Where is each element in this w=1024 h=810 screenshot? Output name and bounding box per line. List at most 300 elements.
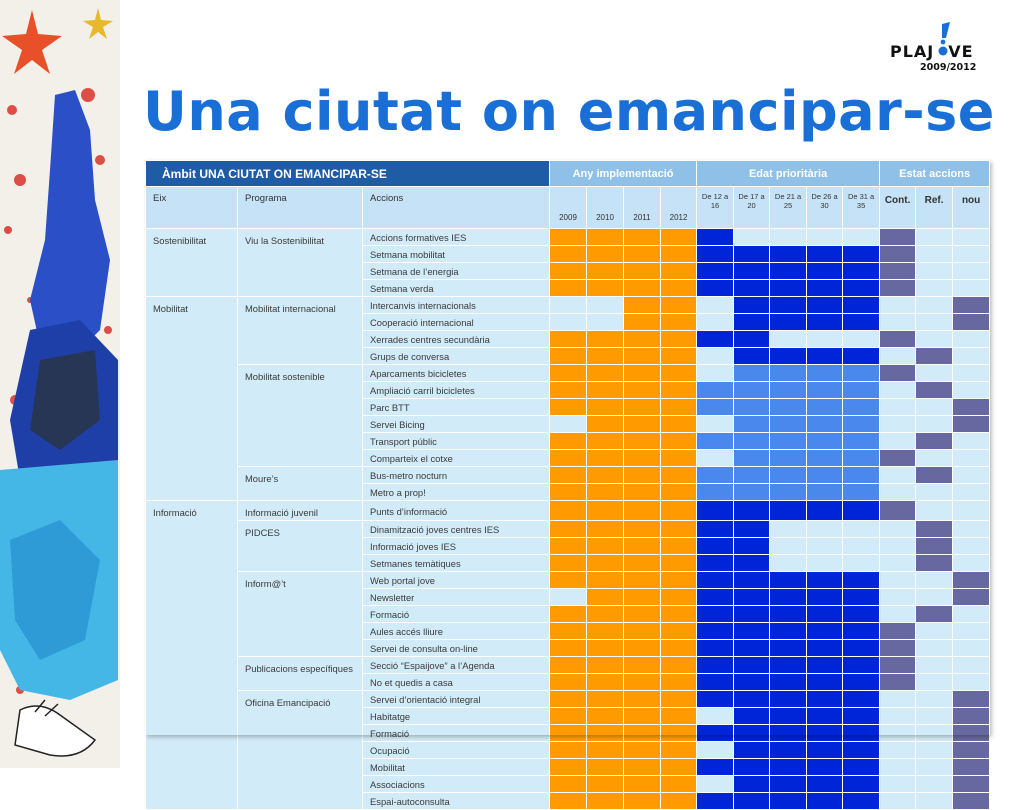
status-cell [624,229,661,246]
status-cell [697,555,734,572]
edat-prioritaria-header: Edat prioritària [697,161,880,187]
status-cell [587,467,624,484]
status-cell [953,776,990,793]
status-cell [550,246,587,263]
status-cell [661,657,697,674]
status-cell [843,657,880,674]
status-cell [697,657,734,674]
status-cell [916,331,953,348]
status-cell [734,467,770,484]
programa-cell: Mobilitat internacional [238,297,363,365]
status-cell [807,776,843,793]
eix-cell: Sostenibilitat [146,229,238,297]
status-cell [661,467,697,484]
status-cell [587,331,624,348]
status-cell [953,280,990,297]
status-cell [880,759,916,776]
status-cell [843,555,880,572]
status-cell [624,742,661,759]
accio-cell: Espai-autoconsulta [363,793,550,810]
status-cell [916,229,953,246]
status-cell [734,416,770,433]
status-cell [807,263,843,280]
status-cell [661,691,697,708]
status-cell [807,725,843,742]
accio-cell: Comparteix el cotxe [363,450,550,467]
status-cell [843,742,880,759]
status-cell [624,365,661,382]
status-cell [624,521,661,538]
status-cell [770,674,807,691]
any-implementacio-header: Any implementació [550,161,697,187]
status-cell [953,484,990,501]
status-cell [734,606,770,623]
age-17-20-header: De 17 a 20 [734,187,770,229]
status-cell [624,263,661,280]
table-row [146,229,990,246]
programa-cell: Oficina Emancipació [238,691,363,810]
status-cell [843,793,880,810]
status-cell [587,657,624,674]
status-cell [807,555,843,572]
status-cell [770,725,807,742]
status-cell [843,416,880,433]
status-cell [734,280,770,297]
state-nou-header: nou [953,187,990,229]
status-cell [550,538,587,555]
status-cell [734,229,770,246]
status-cell [843,365,880,382]
status-cell [953,623,990,640]
status-cell [770,589,807,606]
status-cell [697,348,734,365]
programa-cell: Moure’s [238,467,363,501]
status-cell [697,606,734,623]
status-cell [550,467,587,484]
status-cell [550,691,587,708]
status-cell [953,538,990,555]
status-cell [953,793,990,810]
accio-cell: Metro a prop! [363,484,550,501]
status-cell [770,229,807,246]
status-cell [587,623,624,640]
year-2012-header: 2012 [661,187,697,229]
status-cell [843,623,880,640]
status-cell [550,708,587,725]
status-cell [697,674,734,691]
status-cell [953,521,990,538]
status-cell [550,484,587,501]
status-cell [661,399,697,416]
status-cell [843,297,880,314]
status-cell [624,725,661,742]
status-cell [550,416,587,433]
status-cell [843,246,880,263]
status-cell [843,691,880,708]
header-row-top [146,161,990,187]
accio-cell: Aparcaments bicicletes [363,365,550,382]
status-cell [697,416,734,433]
status-cell [661,640,697,657]
status-cell [624,501,661,521]
status-cell [807,589,843,606]
status-cell [770,280,807,297]
status-cell [587,280,624,297]
status-cell [770,467,807,484]
status-cell [880,555,916,572]
status-cell [661,433,697,450]
status-cell [843,674,880,691]
status-cell [807,416,843,433]
year-2011-header: 2011 [624,187,661,229]
status-cell [770,572,807,589]
accio-cell: Accions formatives IES [363,229,550,246]
status-cell [880,399,916,416]
status-cell [697,382,734,399]
table-row [146,657,990,674]
status-cell [697,538,734,555]
status-cell [734,538,770,555]
status-cell [697,467,734,484]
status-cell [661,280,697,297]
status-cell [697,450,734,467]
status-cell [916,793,953,810]
status-cell [624,555,661,572]
status-cell [843,572,880,589]
accio-cell: Informació joves IES [363,538,550,555]
status-cell [880,348,916,365]
status-cell [843,433,880,450]
status-cell [587,776,624,793]
status-cell [587,399,624,416]
status-cell [550,742,587,759]
status-cell [624,382,661,399]
status-cell [916,467,953,484]
status-cell [697,691,734,708]
status-cell [661,606,697,623]
status-cell [916,399,953,416]
status-cell [953,640,990,657]
status-cell [880,657,916,674]
status-cell [624,348,661,365]
actions-table-container [145,160,990,807]
status-cell [770,606,807,623]
status-cell [697,331,734,348]
status-cell [587,725,624,742]
status-cell [843,348,880,365]
status-cell [770,501,807,521]
status-cell [843,280,880,297]
state-cont-header: Cont. [880,187,916,229]
status-cell [624,314,661,331]
status-cell [661,708,697,725]
status-cell [734,793,770,810]
status-cell [843,450,880,467]
table-row [146,691,990,708]
status-cell [807,538,843,555]
status-cell [661,484,697,501]
status-cell [734,314,770,331]
status-cell [624,640,661,657]
accio-cell: Servei de consulta on-line [363,640,550,657]
accio-cell: Parc BTT [363,399,550,416]
status-cell [843,382,880,399]
status-cell [661,331,697,348]
status-cell [587,691,624,708]
status-cell [587,246,624,263]
status-cell [661,314,697,331]
status-cell [697,640,734,657]
status-cell [953,229,990,246]
status-cell [734,572,770,589]
status-cell [624,416,661,433]
status-cell [843,484,880,501]
status-cell [587,742,624,759]
logo-years: 2009/2012 [920,62,977,73]
accio-cell: Web portal jove [363,572,550,589]
status-cell [661,450,697,467]
status-cell [807,297,843,314]
table-row [146,297,990,314]
eix-cell: Mobilitat [146,297,238,501]
status-cell [880,382,916,399]
status-cell [953,742,990,759]
status-cell [880,742,916,759]
programa-cell: Inform@’t [238,572,363,657]
accio-cell: Formació [363,606,550,623]
status-cell [770,416,807,433]
status-cell [734,331,770,348]
accio-cell: Punts d’informació [363,501,550,521]
status-cell [916,572,953,589]
state-ref-header: Ref. [916,187,953,229]
status-cell [880,416,916,433]
status-cell [661,521,697,538]
status-cell [587,674,624,691]
status-cell [807,229,843,246]
status-cell [550,776,587,793]
table-row [146,365,990,382]
status-cell [587,793,624,810]
status-cell [770,348,807,365]
status-cell [953,759,990,776]
status-cell [880,640,916,657]
status-cell [661,776,697,793]
status-cell [916,297,953,314]
status-cell [807,657,843,674]
status-cell [807,314,843,331]
year-2009-header: 2009 [550,187,587,229]
status-cell [843,501,880,521]
status-cell [587,521,624,538]
status-cell [770,776,807,793]
status-cell [624,759,661,776]
status-cell [661,348,697,365]
accions-column-header: Accions [363,187,550,229]
status-cell [624,538,661,555]
status-cell [697,246,734,263]
status-cell [916,314,953,331]
status-cell [916,348,953,365]
status-cell [953,399,990,416]
status-cell [916,691,953,708]
accio-cell: Cooperació internacional [363,314,550,331]
status-cell [587,501,624,521]
status-cell [807,433,843,450]
status-cell [550,263,587,280]
status-cell [697,725,734,742]
status-cell [843,725,880,742]
status-cell [587,263,624,280]
status-cell [661,793,697,810]
status-cell [661,538,697,555]
status-cell [843,399,880,416]
status-cell [550,759,587,776]
status-cell [953,314,990,331]
status-cell [624,450,661,467]
status-cell [734,623,770,640]
status-cell [734,640,770,657]
status-cell [661,725,697,742]
status-cell [770,484,807,501]
status-cell [661,572,697,589]
status-cell [661,246,697,263]
status-cell [587,297,624,314]
plajove-logo [890,22,980,72]
decorative-collage [0,0,120,768]
status-cell [624,297,661,314]
status-cell [916,521,953,538]
status-cell [624,433,661,450]
status-cell [953,382,990,399]
status-cell [770,263,807,280]
status-cell [770,742,807,759]
status-cell [953,365,990,382]
status-cell [843,776,880,793]
status-cell [661,263,697,280]
status-cell [734,246,770,263]
status-cell [587,640,624,657]
accio-cell: Bus-metro nocturn [363,467,550,484]
status-cell [624,280,661,297]
status-cell [624,776,661,793]
status-cell [587,365,624,382]
status-cell [880,606,916,623]
status-cell [807,572,843,589]
status-cell [734,450,770,467]
age-26-30-header: De 26 a 30 [807,187,843,229]
age-31-35-header: De 31 a 35 [843,187,880,229]
status-cell [734,382,770,399]
status-cell [587,433,624,450]
status-cell [916,382,953,399]
status-cell [697,623,734,640]
status-cell [770,450,807,467]
accio-cell: Secció “Espaijove” a l’Agenda [363,657,550,674]
table-row [146,572,990,589]
status-cell [587,229,624,246]
status-cell [697,433,734,450]
status-cell [550,433,587,450]
status-cell [916,433,953,450]
status-cell [587,450,624,467]
status-cell [843,263,880,280]
status-cell [550,382,587,399]
status-cell [661,589,697,606]
status-cell [550,399,587,416]
estat-accions-header: Estat accions [880,161,990,187]
status-cell [916,776,953,793]
status-cell [916,450,953,467]
status-cell [953,555,990,572]
status-cell [880,589,916,606]
status-cell [953,725,990,742]
programa-cell: Viu la Sostenibilitat [238,229,363,297]
year-2010-header: 2010 [587,187,624,229]
status-cell [880,297,916,314]
ambit-header: Àmbit UNA CIUTAT ON EMANCIPAR-SE [146,161,550,187]
status-cell [953,450,990,467]
status-cell [770,399,807,416]
status-cell [587,572,624,589]
status-cell [661,297,697,314]
status-cell [807,246,843,263]
status-cell [661,759,697,776]
status-cell [587,589,624,606]
status-cell [697,742,734,759]
accio-cell: Associacions [363,776,550,793]
status-cell [807,691,843,708]
status-cell [587,416,624,433]
status-cell [843,759,880,776]
status-cell [916,623,953,640]
status-cell [843,331,880,348]
status-cell [770,314,807,331]
status-cell [843,314,880,331]
status-cell [953,501,990,521]
status-cell [697,501,734,521]
status-cell [550,572,587,589]
status-cell [550,521,587,538]
status-cell [734,589,770,606]
status-cell [587,382,624,399]
programa-column-header: Programa [238,187,363,229]
status-cell [734,521,770,538]
status-cell [624,793,661,810]
status-cell [807,759,843,776]
status-cell [734,674,770,691]
status-cell [734,555,770,572]
status-cell [697,589,734,606]
status-cell [916,484,953,501]
status-cell [624,246,661,263]
status-cell [807,708,843,725]
status-cell [843,589,880,606]
status-cell [624,708,661,725]
status-cell [587,759,624,776]
status-cell [916,501,953,521]
status-cell [916,759,953,776]
accio-cell: Transport públic [363,433,550,450]
header-row-columns [146,187,990,229]
status-cell [953,657,990,674]
status-cell [953,331,990,348]
status-cell [734,501,770,521]
status-cell [916,657,953,674]
status-cell [916,725,953,742]
status-cell [807,450,843,467]
status-cell [916,538,953,555]
